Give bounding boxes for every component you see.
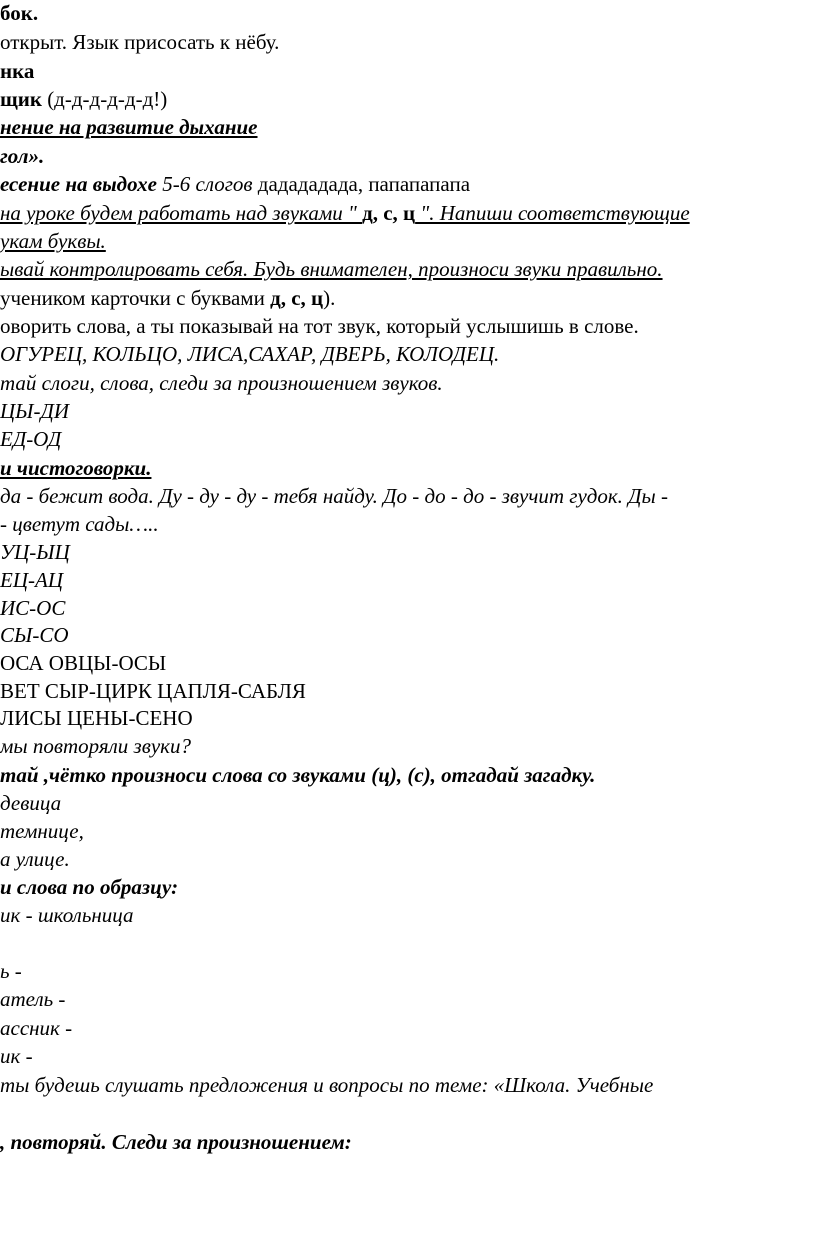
text-line — [0, 143, 44, 169]
text-segment: дадададада, папапапапа — [252, 172, 471, 196]
text-segment: ЕД-ОД — [0, 427, 62, 451]
text-line — [0, 1043, 33, 1069]
text-segment: да - бежит вода. Ду - ду - ду - тебя найду. До - до - до - звучит гудок. Ды - — [0, 484, 669, 508]
text-line — [0, 200, 690, 226]
text-line — [0, 1015, 72, 1041]
text-segment: атель - — [0, 987, 66, 1011]
text-segment: д, с, ц — [270, 286, 324, 310]
text-line — [0, 426, 61, 452]
text-line — [0, 29, 279, 55]
text-segment: ты будешь слушать предложения и вопросы по теме: «Школа. Учебные — [0, 1073, 654, 1097]
text-segment: 5-6 — [157, 172, 196, 196]
text-segment: укам буквы. — [0, 229, 106, 253]
text-line — [0, 650, 166, 676]
text-segment: ИС-ОС — [0, 596, 66, 620]
text-line — [0, 986, 65, 1012]
text-segment: гол». — [0, 144, 45, 168]
text-segment: СЫ-СО — [0, 623, 69, 647]
text-segment: и чистоговорки. — [0, 456, 152, 480]
text-segment: ассник - — [0, 1016, 73, 1040]
text-line — [0, 846, 70, 872]
text-segment: есение на выдохе — [0, 172, 157, 196]
text-line — [0, 595, 65, 621]
text-segment: нка — [0, 59, 35, 83]
text-line — [0, 0, 38, 26]
text-line — [0, 762, 595, 788]
text-line — [0, 902, 134, 928]
text-line — [0, 86, 167, 112]
text-segment: ВЕТ СЫР-ЦИРК ЦАПЛЯ-САБЛЯ — [0, 679, 306, 703]
text-segment: (д-д-д-д-д-д!) — [41, 87, 168, 111]
text-line — [0, 285, 335, 311]
text-segment: нение на развитие дыхание — [0, 115, 258, 139]
text-segment: ). — [323, 286, 336, 310]
text-segment: ЛИСЫ ЦЕНЫ-СЕНО — [0, 706, 193, 730]
text-segment: и слова по образцу: — [0, 875, 179, 899]
text-line — [0, 256, 663, 282]
text-line — [0, 733, 191, 759]
text-segment: тай слоги, слова, следи за произношением звуков. — [0, 371, 443, 395]
text-segment: темнице, — [0, 819, 84, 843]
text-line — [0, 58, 34, 84]
text-line — [0, 1129, 352, 1155]
text-segment: ОГУРЕЦ, КОЛЬЦО, ЛИСА,САХАР, ДВЕРЬ, КОЛОДЕЦ. — [0, 342, 500, 366]
text-line — [0, 790, 61, 816]
text-segment: ОСА ОВЦЫ-ОСЫ — [0, 651, 167, 675]
text-segment: слогов — [195, 172, 253, 196]
text-line — [0, 171, 470, 197]
text-segment: оворить слова, а ты показывай на тот звук, который услышишь в слове. — [0, 314, 639, 338]
text-segment: УЦ-ЫЦ — [0, 540, 70, 564]
text-segment: а улице. — [0, 847, 70, 871]
text-segment: - цветут сады….. — [0, 512, 159, 536]
text-segment: ЦЫ-ДИ — [0, 399, 69, 423]
text-line — [0, 483, 668, 509]
text-segment: ь - — [0, 959, 22, 983]
text-line — [0, 705, 193, 731]
text-segment: ЕЦ-АЦ — [0, 568, 63, 592]
text-line — [0, 398, 69, 424]
text-segment: ывай контролировать себя. Будь внимателен, произноси звуки правильно. — [0, 257, 663, 281]
text-line — [0, 622, 69, 648]
text-line — [0, 228, 106, 254]
text-segment: девица — [0, 791, 62, 815]
text-line — [0, 341, 499, 367]
text-segment: щик — [0, 87, 42, 111]
text-line — [0, 539, 70, 565]
text-line — [0, 511, 159, 537]
text-segment: бок. — [0, 1, 39, 25]
text-segment: открыт. Язык присосать к нёбу. — [0, 30, 280, 54]
text-segment: ик - — [0, 1044, 33, 1068]
text-line — [0, 114, 258, 140]
text-segment: ик - школьница — [0, 903, 134, 927]
text-line — [0, 818, 84, 844]
text-line — [0, 678, 306, 704]
text-segment: ". Напиши соответствующие — [415, 201, 690, 225]
text-line — [0, 455, 151, 481]
text-line — [0, 1072, 653, 1098]
text-segment: мы повторяли звуки? — [0, 734, 191, 758]
text-line — [0, 313, 639, 339]
text-segment: учеником карточки с буквами — [0, 286, 271, 310]
text-segment: д, с, ц — [362, 201, 416, 225]
text-segment: , повторяй. Следи за произношением: — [0, 1130, 352, 1154]
text-line — [0, 567, 63, 593]
text-line — [0, 874, 178, 900]
text-line — [0, 958, 22, 984]
text-segment: тай ,чётко произноси слова со звуками (ц), (с), отгадай загадку. — [0, 763, 596, 787]
text-segment: на уроке будем работать над звуками " — [0, 201, 363, 225]
text-line — [0, 370, 443, 396]
